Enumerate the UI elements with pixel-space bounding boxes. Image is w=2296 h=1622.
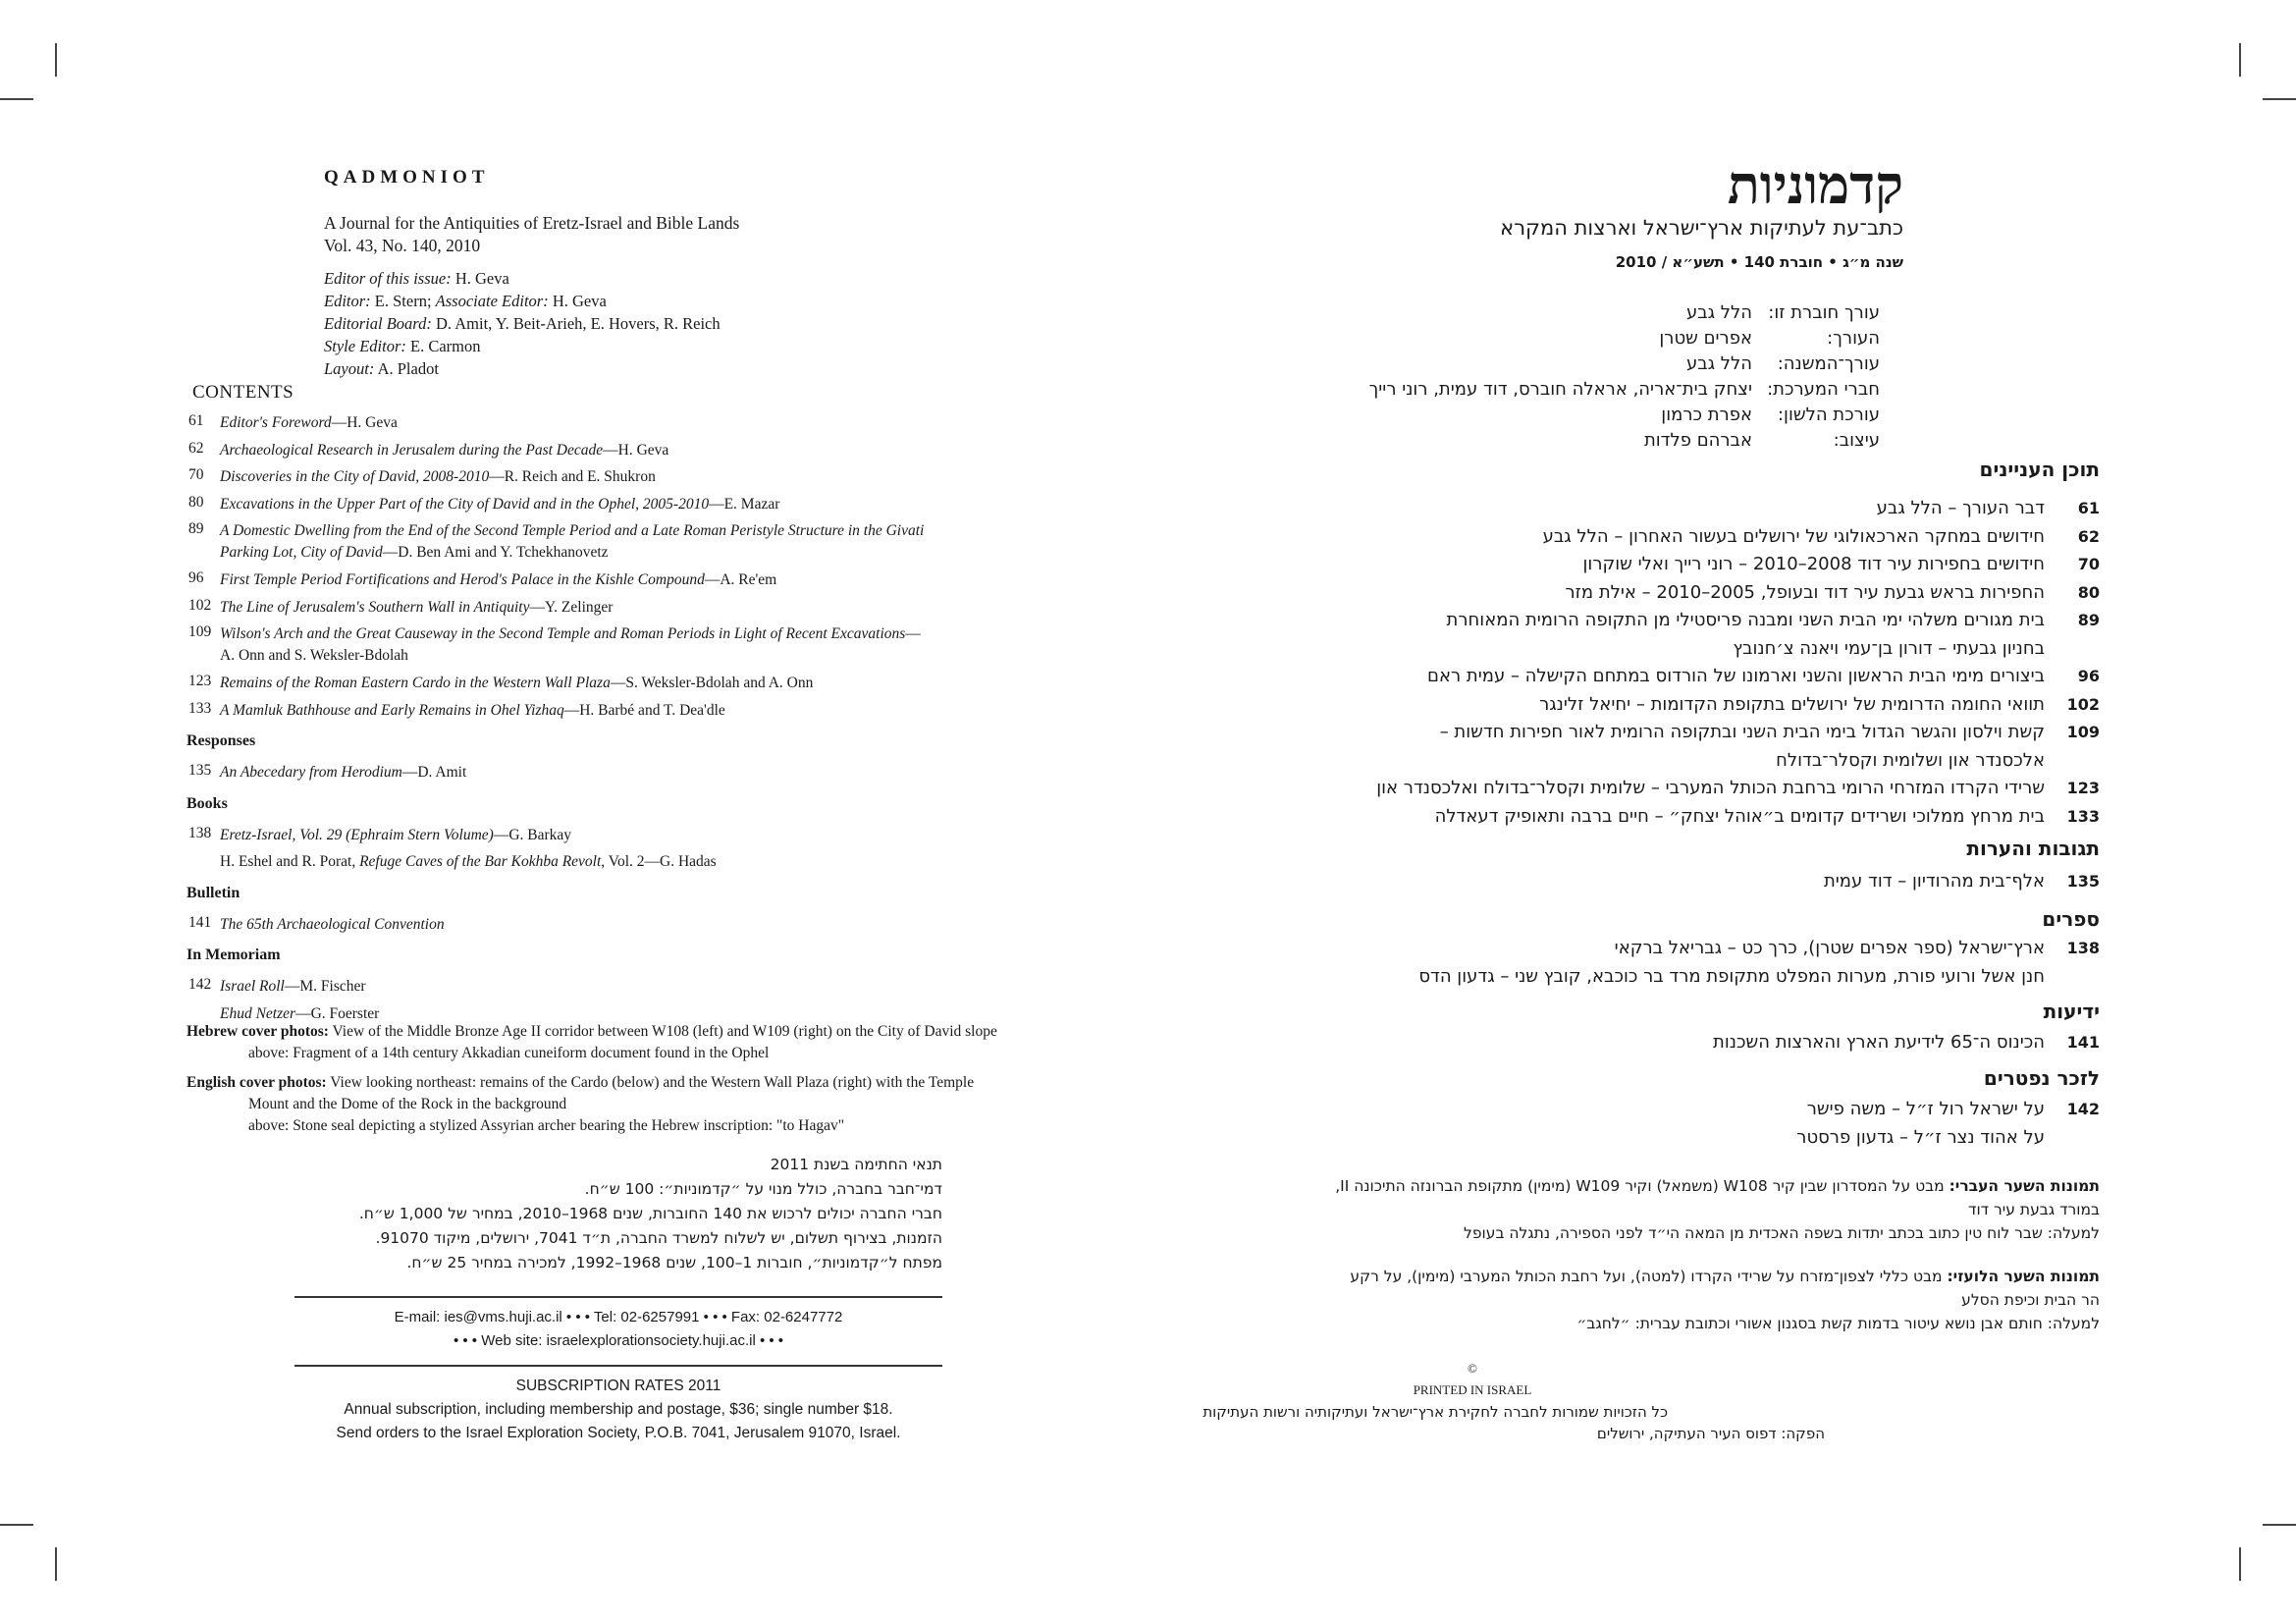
cover-caption: למעלה: חותם אבן נושא עיטור בדמות קשת בסגנון אשורי וכתובת עברית: ״לחגב״ bbox=[1576, 1315, 2100, 1332]
toc-entry: 96 ביצורים מימי הבית הראשון והשני וארמונו של הורדוס במתחם הקישלה – עמית ראם bbox=[1427, 666, 2100, 686]
hebrew-cover-captions bbox=[1020, 1174, 2100, 1335]
toc-entry: 62 Archaeological Research in Jerusalem during the Past Decade—H. Geva bbox=[188, 439, 669, 459]
toc-entry: 142 על ישראל רול ז״ל – משה פישר bbox=[1806, 1099, 2100, 1119]
toc-hebrew-memoriam bbox=[1069, 1096, 2100, 1152]
credits bbox=[324, 267, 721, 380]
toc-entry: H. Eshel and R. Porat, Refuge Caves of the Bar Kokhba Revolt, Vol. 2—G. Hadas bbox=[220, 853, 717, 870]
subs-heading: SUBSCRIPTION RATES 2011 bbox=[515, 1378, 721, 1394]
hebrew-subtitle: כתב־עת לעתיקות ארץ־ישראל וארצות המקרא bbox=[1500, 216, 1903, 240]
crop-mark bbox=[0, 98, 33, 100]
subscription-line: דמי־חבר בחברה, כולל מנוי על ״קדמוניות״: 100 ש״ח. bbox=[584, 1180, 942, 1198]
contact-line: E-mail: ies@vms.huji.ac.il • • • Tel: 02-6257991 • • • Fax: 02-6247772 bbox=[394, 1309, 843, 1325]
toc-entry: 61 דבר העורך – הלל גבע bbox=[1876, 498, 2100, 518]
toc-english bbox=[188, 412, 1092, 1030]
journal-subtitle: A Journal for the Antiquities of Eretz-Israel and Bible Lands bbox=[324, 213, 740, 233]
hebrew-books-heading: ספרים bbox=[2042, 907, 2100, 931]
credit-line: העורך: אפרים שטרן bbox=[1659, 328, 1880, 349]
hebrew-cover-above: above: Fragment of a 14th century Akkadian cuneiform document found in the Ophel bbox=[248, 1045, 770, 1061]
toc-hebrew-books bbox=[1069, 935, 2100, 991]
masthead: QADMONIOT bbox=[324, 167, 490, 188]
subscription-line: מפתח ל״קדמוניות״, חוברות 1–100, שנים 1968–1992, למכירה במחיר 25 ש״ח. bbox=[406, 1254, 942, 1271]
divider bbox=[294, 1365, 942, 1367]
toc-entry: 109 Wilson's Arch and the Great Causeway in the Second Temple and Roman Periods in Light of Recent Excavations— A. Onn and S. Weksler-Bdolah bbox=[188, 623, 921, 664]
english-cover-caption-cont: Mount and the Dome of the Rock in the background bbox=[248, 1096, 567, 1112]
credit-line: חברי המערכת: יצחק בית־אריה, אראלה חוברס, דוד עמית, רוני רייך bbox=[1368, 379, 1880, 400]
subscription-hebrew bbox=[294, 1153, 942, 1275]
credit-line: Editorial Board: D. Amit, Y. Beit-Arieh, E. Hovers, R. Reich bbox=[324, 314, 721, 333]
toc-entry: 138 Eretz-Israel, Vol. 29 (Ephraim Stern Volume)—G. Barkay bbox=[188, 824, 572, 843]
toc-entry: 102 תוואי החומה הדרומית של ירושלים בתקופת הקדומות – יחיאל זלינגר bbox=[1539, 693, 2100, 715]
subs-line: Send orders to the Israel Exploration Society, P.O.B. 7041, Jerusalem 91070, Israel. bbox=[336, 1425, 901, 1441]
hebrew-memoriam-heading: לזכר נפטרים bbox=[1983, 1066, 2100, 1090]
hebrew-cover-caption: Hebrew cover photos: View of the Middle Bronze Age II corridor between W108 (left) and W109 (right) on the City of David slope bbox=[187, 1023, 997, 1040]
credit-line: עורך־המשנה: הלל גבע bbox=[1685, 353, 1880, 374]
toc-entry: 80 החפירות בראש גבעת עיר דוד ובעופל, 2005–2010 – אילת מזר bbox=[1565, 581, 2100, 603]
credit-line: Style Editor: E. Carmon bbox=[324, 337, 481, 355]
toc-entry: חנן אשל ורועי פורת, מערות המפלט מתקופת מרד בר כוכבא, קובץ שני – גדעון הדס bbox=[1418, 965, 2045, 987]
crop-mark bbox=[2263, 98, 2296, 100]
toc-entry: 138 ארץ־ישראל (ספר אפרים שטרן), כרך כט – גבריאל ברקאי bbox=[1614, 938, 2100, 958]
subs-line: Annual subscription, including membership and postage, $36; single number $18. bbox=[344, 1401, 893, 1418]
credit-line: Editor: E. Stern; Associate Editor: H. Geva bbox=[324, 292, 607, 310]
hebrew-toc-heading: תוכן העניינים bbox=[1979, 458, 2100, 481]
toc-hebrew bbox=[1069, 495, 2100, 831]
section-heading-memoriam: In Memoriam bbox=[187, 946, 281, 963]
cover-caption: הר הבית וכיפת הסלע bbox=[1961, 1291, 2100, 1309]
toc-hebrew-responses bbox=[1069, 868, 2100, 896]
toc-entry: 109 קשת וילסון והגשר הגדול בימי הבית השני ובתקופה הרומית לאור חפירות חדשות – אלכסנדר און ושלומית וקסלר־בדולח bbox=[1439, 722, 2100, 771]
subscription-rates bbox=[294, 1375, 942, 1445]
credit-line: עיצוב: אברהם פלדות bbox=[1643, 430, 1880, 451]
crop-mark bbox=[55, 1547, 57, 1581]
cover-caption: תמונות השער הלועזי: מבט כללי לצפון־מזרח על שרידי הקרדו (למטה), ועל רחבת הכותל המערבי (מימין), על רקע bbox=[1350, 1268, 2100, 1285]
toc-entry: 96 First Temple Period Fortifications and Herod's Palace in the Kishle Compound—A. Re'em bbox=[188, 569, 777, 588]
toc-hebrew-news bbox=[1069, 1029, 2100, 1057]
toc-entry: 133 בית מרחץ ממלוכי ושרידים קדומים ב״אוהל יצחק״ – חיים ברבה ותאופיק דעאדלה bbox=[1434, 805, 2100, 827]
contact-line: • • • Web site: israelexplorationsociety.huji.ac.il • • • bbox=[453, 1332, 784, 1349]
rights-notice: כל הזכויות שמורות לחברה לחקירת ארץ־ישראל ועתיקותיה ורשות העתיקות bbox=[1202, 1403, 1668, 1421]
toc-entry: Ehud Netzer—G. Foerster bbox=[220, 1004, 380, 1022]
cover-caption: תמונות השער העברי: מבט על המסדרון שבין קיר W108 (משמאל) וקיר W109 (מימין) מתקופת הברונזה התיכונה II, bbox=[1335, 1177, 2100, 1195]
toc-entry: 61 Editor's Foreword—H. Geva bbox=[188, 412, 398, 431]
hebrew-credits bbox=[1369, 300, 1880, 454]
toc-entry: 135 An Abecedary from Herodium—D. Amit bbox=[188, 762, 467, 781]
toc-entry: 123 Remains of the Roman Eastern Cardo in the Western Wall Plaza—S. Weksler-Bdolah and A. Onn bbox=[188, 673, 814, 691]
journal-volume: Vol. 43, No. 140, 2010 bbox=[324, 236, 481, 255]
toc-entry: 123 שרידי הקרדו המזרחי הרומי ברחבת הכותל המערבי – שלומית וקסלר־בדולח ואלכסנדר און bbox=[1376, 778, 2100, 798]
cover-caption: במורד גבעת עיר דוד bbox=[1967, 1201, 2100, 1218]
subscription-line: חברי החברה יכולים לרכוש את 140 החוברות, שנים 1968–2010, במחיר של 1,000 ש״ח. bbox=[358, 1205, 942, 1222]
contact-info bbox=[294, 1306, 942, 1353]
cover-photos-credits bbox=[187, 1021, 1109, 1137]
toc-entry: 135 אלף־בית מהרודיון – דוד עמית bbox=[1823, 871, 2100, 892]
credit-line: Editor of this issue: H. Geva bbox=[324, 269, 509, 288]
toc-entry: 70 Discoveries in the City of David, 2008-2010—R. Reich and E. Shukron bbox=[188, 466, 656, 485]
crop-mark bbox=[2239, 1547, 2241, 1581]
toc-entry: 141 הכינוס ה־65 לידיעת הארץ והארצות השכנות bbox=[1713, 1032, 2100, 1053]
toc-entry: 70 חידושים בחפירות עיר דוד 2008–2010 – רוני רייך ואלי שוקרון bbox=[1582, 554, 2100, 574]
hebrew-news-heading: ידיעות bbox=[2043, 1000, 2100, 1023]
toc-entry: 89 A Domestic Dwelling from the End of the Second Temple Period and a Late Roman Peristyle Structure in the Givati Parking Lot, City of David—D. Ben Ami and Y. Tchekhanovetz bbox=[188, 520, 925, 561]
printer-notice: הפקה: דפוס העיר העתיקה, ירושלים bbox=[1596, 1425, 1825, 1442]
crop-mark bbox=[0, 1524, 33, 1526]
toc-entry: 142 Israel Roll—M. Fischer bbox=[188, 976, 366, 995]
printed-in-israel: PRINTED IN ISRAEL bbox=[1413, 1382, 1532, 1397]
divider bbox=[294, 1296, 942, 1298]
toc-entry: 89 בית מגורים משלהי ימי הבית השני ומבנה פריסטילי מן התקופה הרומית המאוחרת בחניון גבעתי – דורון בן־עמי ויאנה צ׳חנובץ bbox=[1446, 610, 2100, 659]
hebrew-responses-heading: תגובות והערות bbox=[1966, 837, 2100, 860]
english-cover-caption: English cover photos: View looking northeast: remains of the Cardo (below) and the Western Wall Plaza (right) with the Temple bbox=[187, 1074, 975, 1091]
crop-mark bbox=[55, 43, 57, 77]
subscription-line: הזמנות, בצירוף תשלום, יש לשלוח למשרד החברה, ת״ד 7041, ירושלים, מיקוד 91070. bbox=[375, 1229, 942, 1247]
credit-line: עורך חוברת זו: הלל גבע bbox=[1685, 302, 1880, 323]
cover-caption: למעלה: שבר לוח טין כתוב בכתב יתדות בשפה האכדית מן המאה הי״ד לפני הספירה, נתגלה בעופל bbox=[1464, 1224, 2100, 1242]
section-heading-books: Books bbox=[187, 794, 228, 812]
toc-entry: 141 The 65th Archaeological Convention bbox=[188, 913, 445, 933]
toc-entry: 62 חידושים במחקר הארכאולוגי של ירושלים בעשור האחרון – הלל גבע bbox=[1542, 525, 2100, 547]
toc-entry: 102 The Line of Jerusalem's Southern Wall in Antiquity—Y. Zelinger bbox=[188, 596, 614, 616]
contents-heading: CONTENTS bbox=[192, 382, 294, 403]
crop-mark bbox=[2263, 1524, 2296, 1526]
journal-info bbox=[324, 212, 739, 257]
section-heading-bulletin: Bulletin bbox=[187, 884, 240, 901]
credit-line: עורכת הלשון: אפרת כרמון bbox=[1661, 405, 1880, 425]
english-cover-above: above: Stone seal depicting a stylized Assyrian archer bearing the Hebrew inscription: "to Hagav" bbox=[248, 1117, 845, 1134]
toc-entry: 133 A Mamluk Bathhouse and Early Remains in Ohel Yizhaq—H. Barbé and T. Dea'dle bbox=[188, 699, 725, 719]
toc-entry: 80 Excavations in the Upper Part of the City of David and in the Ophel, 2005-2010—E. Mazar bbox=[188, 493, 780, 513]
credit-line: Layout: A. Pladot bbox=[324, 359, 439, 378]
hebrew-year-line: שנה מ״ג • חוברת 140 • תשע״א / 2010 bbox=[1615, 253, 1903, 271]
hebrew-masthead: קדמוניות bbox=[1727, 153, 1903, 216]
subscription-line: תנאי החתימה בשנת 2011 bbox=[770, 1156, 942, 1173]
copyright-symbol: © bbox=[1468, 1361, 1477, 1376]
crop-mark bbox=[2239, 43, 2241, 77]
toc-entry: על אהוד נצר ז״ל – גדעון פרסטר bbox=[1796, 1126, 2045, 1148]
section-heading-responses: Responses bbox=[187, 732, 256, 749]
